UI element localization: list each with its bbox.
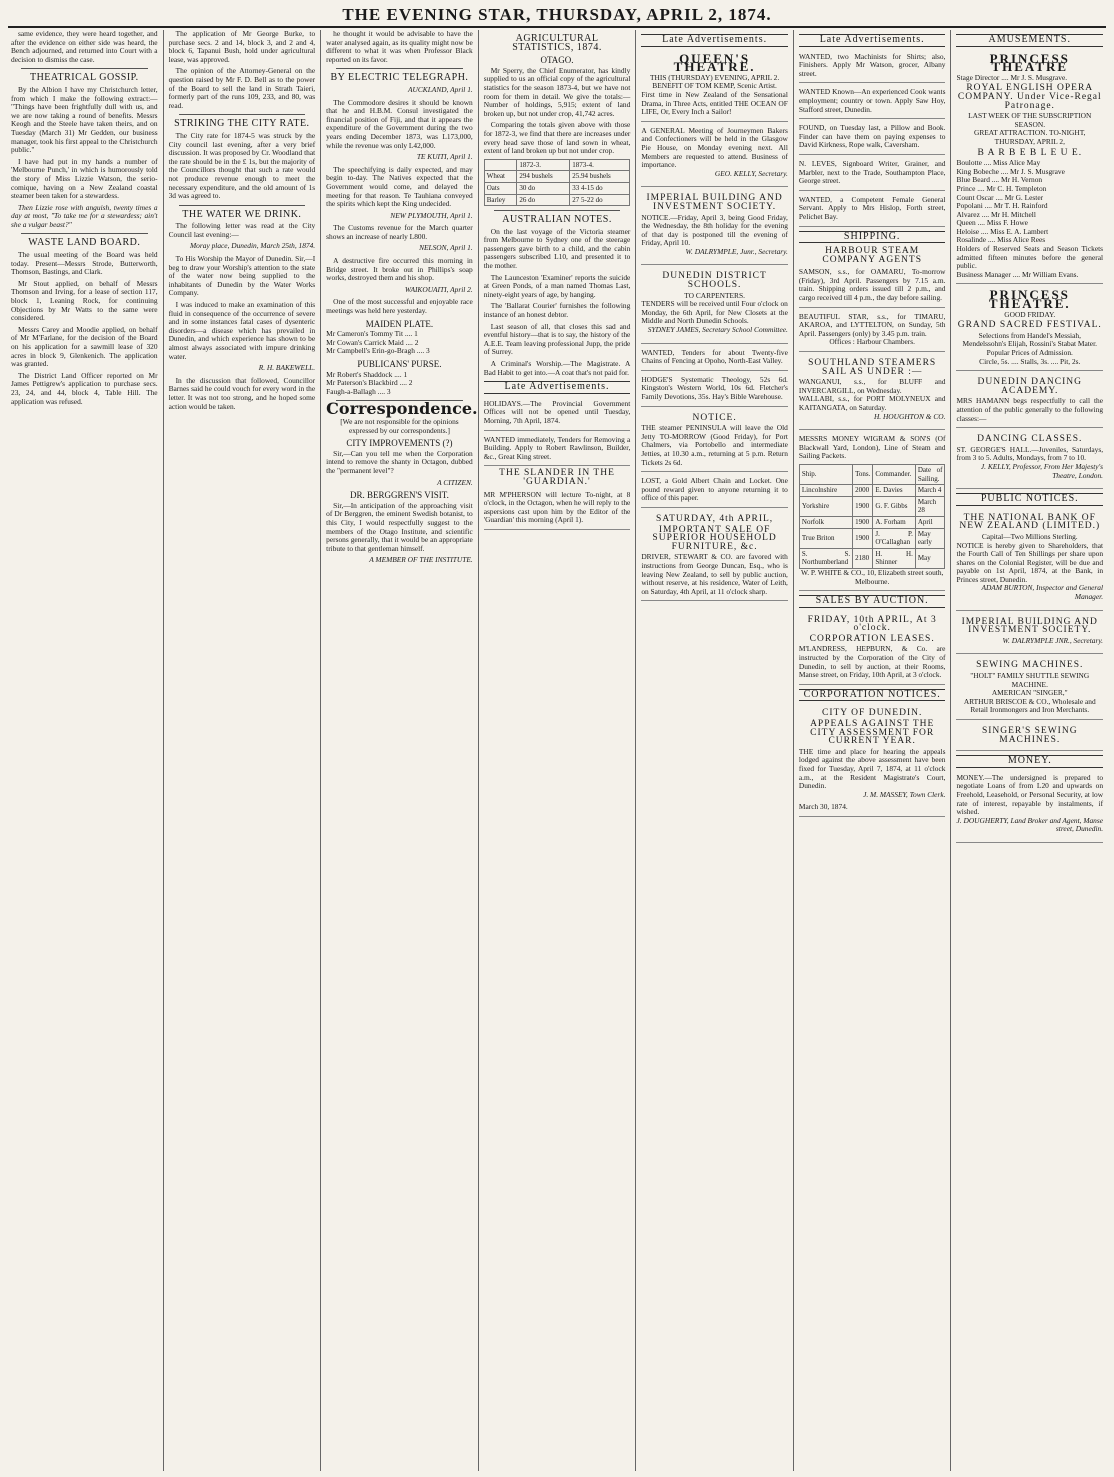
- advertisement: [799, 51, 946, 84]
- paragraph: Last season of all, that closes this sad and eventful history—that is to say, the history of the A.E.E. Team leaving professional Jupp, the pride of Surrey.: [483, 321, 631, 357]
- signature: J. M. MASSEY, Town Clerk.: [863, 789, 946, 799]
- signature: A CITIZEN.: [437, 477, 473, 487]
- table-cell: 2180: [853, 548, 873, 568]
- ad-text: WANTED, two Machinists for Shirts; also, Finishers. Apply Mr Watson, grocer, Albany street.: [798, 51, 946, 78]
- signature: J. DOUGHERTY, Land Broker and Agent, Manse street, Dunedin.: [956, 815, 1104, 834]
- paragraph: The Commodore desires it should be known that he and H.B.M. Consul investigated the financial position of Fiji, and that it appears the expenditure of the Government during the two years ending December 1873, was L173,000, while the revenue was only L42,000.: [326, 97, 473, 150]
- ad-title: SATURDAY, 4th APRIL,: [656, 513, 774, 524]
- advertisement: [799, 158, 946, 191]
- table-row: [799, 485, 945, 497]
- table-cell: 294 bushels: [517, 171, 570, 183]
- ad-text: MR M'PHERSON will lecture To-night, at 8 o'clock, in the Octagon, when he will reply to the aspersions cast upon him by the Editor of the 'Guardian' this morning (April 1).: [483, 489, 631, 525]
- ad-text: THE steamer PENINSULA will leave the Old Jetty TO-MORROW (Good Friday), for Port Chalmers, via Portobello and intermediate Jetties, at 10.30 a.m., returning at 5 p.m. Return Tickets 2s 6d.: [641, 423, 788, 467]
- table-cell: Lincolnshire: [799, 485, 852, 497]
- section-heading: THEATRICAL GOSSIP.: [29, 72, 139, 84]
- table-cell: A. Forham: [873, 516, 916, 528]
- table-cell: Barley: [484, 194, 517, 206]
- column-3: [321, 30, 479, 1471]
- cast-line: Rosalinde .... Miss Alice Rees: [956, 235, 1046, 245]
- column-2: [164, 30, 322, 1471]
- section-heading: THE WATER WE DRINK.: [182, 208, 302, 220]
- advertisement: [484, 434, 631, 467]
- ad-title: PRINCESS THEATRE: [989, 50, 1070, 75]
- advertisement: [956, 287, 1103, 371]
- column-header: Date of Sailing.: [915, 464, 945, 484]
- paragraph: By the Albion I have my Christchurch letter, from which I make the following extract:— "Things have been frightfully dull with us, and we are now taking a round of benefits. Messrs Keogh and the Steele have taken theirs, and on Tuesday (March 31) Mr Gedden, our business manager, took his first appeal to the Christchurch public.": [11, 84, 158, 155]
- ad-line: AMERICAN "SINGER,": [991, 688, 1068, 698]
- paragraph: Sir,—Can you tell me when the Corporation intend to remove the shanty in Octagon, dubbed the "permanent level"?: [326, 448, 473, 475]
- paragraph: A Criminal's Worship.—The Magistrate. A Bad Habit to get into.—A coat that's not paid for.: [483, 359, 631, 377]
- ad-text: A GENERAL Meeting of Journeymen Bakers and Confectioners will be held in the Glasgow Pie House, on Monday evening next. All Members are requested to attend. Business of importance.: [641, 125, 788, 170]
- ad-title: ROYAL ENGLISH OPERA COMPANY. Under Vice-Regal Patronage.: [957, 83, 1102, 111]
- cast-line: Prince .... Mr C. H. Templeton: [956, 183, 1047, 193]
- ad-title: FRIDAY, 10th APRIL, At 3 o'clock.: [807, 614, 937, 634]
- ad-line: Selections from Handel's Messiah, Mendelssohn's Elijah, Rossini's Stabat Mater.: [962, 330, 1097, 349]
- table-cell: 25.94 bushels: [570, 171, 630, 183]
- ad-text: THE time and place for hearing the appeals lodged against the above assessment have been fixed for Tuesday, April 7, 1874, at 11 o'clock a.m., at the Resident Magistrate's Court, Dunedin.: [798, 746, 946, 791]
- correspondence-heading: Correspondence.: [326, 399, 478, 419]
- section-heading: WASTE LAND BOARD.: [28, 237, 141, 249]
- ad-text: ST. GEORGE'S HALL.—Juveniles, Saturdays, from 3 to 5. Adults, Mondays, from 7 to 10.: [956, 444, 1104, 463]
- ad-title: IMPORTANT SALE OF SUPERIOR HOUSEHOLD FURNITURE, &c.: [652, 524, 777, 552]
- paragraph: The following letter was read at the City Council last evening:—: [168, 221, 316, 239]
- ad-text: M'LANDRESS, HEPBURN, & Co. are instructed by the Corporation of the City of Dunedin, to sell by auction, at their Rooms, Manse street, on Friday, 10th April, at 3 o'clock.: [798, 644, 946, 680]
- lead-text: The application of Mr George Burke, to purchase secs. 2 and 14, block 3, and 2 and 4, block 6, Tapanui Bush, hold under agricultural lease, was approved.: [168, 30, 316, 64]
- divider: [21, 233, 148, 234]
- shipping-heading: SHIPPING.: [799, 231, 946, 244]
- divider: [21, 68, 148, 69]
- ad-text: WANTED immediately, Tenders for Removing a Building. Apply to Robert Rawlinson, Builder, &c., Great King street.: [483, 434, 631, 461]
- paragraph: The Customs revenue for the March quarter shows an increase of nearly L800.: [326, 223, 473, 241]
- ad-line: WANGANUI, s.s., for BLUFF and INVERCARGILL, on Wednesday.: [798, 377, 946, 395]
- signature: GEO. KELLY, Secretary.: [714, 168, 788, 178]
- advertisement: [799, 86, 946, 119]
- advertisement: [641, 125, 788, 188]
- ad-subtitle: TO CARPENTERS.: [684, 290, 745, 300]
- table-row: [799, 548, 945, 568]
- amusements-heading: AMUSEMENTS.: [956, 34, 1103, 47]
- ad-title: B A R B E B L E U E.: [977, 147, 1083, 158]
- advertisement: [799, 433, 946, 591]
- paragraph: The City rate for 1874-5 was struck by the City council last evening, after a very brief discussion. It was proposed by Cr. Woodland that the rate should be in the £ 1s, but the majority of the Councillors thought that such a rate would not produce revenue enough to meet the necessary expenditure, and the old amount of 1s 3d was agreed to.: [168, 130, 316, 201]
- late-ads-heading: Late Advertisements.: [799, 34, 946, 47]
- paragraph: The 'Ballarat Courier' furnishes the following instance of an honest debtor.: [483, 301, 631, 320]
- ad-title: THE NATIONAL BANK OF NEW ZEALAND (LIMITED.): [959, 512, 1101, 532]
- advertisement: [956, 657, 1103, 720]
- advertisement: [641, 347, 788, 371]
- table-cell: April: [915, 516, 945, 528]
- signature: R. H. BAKEWELL.: [258, 363, 316, 373]
- ad-text: MONEY.—The undersigned is prepared to negotiate Loans of from L20 and upwards on Freehold, Leasehold, or Personal Security, at low rate of interest, repayable by instalments, if wished.: [956, 772, 1104, 817]
- table-row: [799, 528, 945, 548]
- ad-line: Circle, 5s. .... Stalls, 3s. .... Pit, 2s.: [979, 356, 1081, 366]
- table-cell: Wheat: [484, 171, 517, 183]
- ad-line: Business Manager .... Mr William Evans.: [956, 269, 1079, 279]
- advertisement: [956, 431, 1103, 489]
- ad-line: Offices : Harbour Chambers.: [829, 337, 915, 347]
- masthead: [8, 4, 1106, 28]
- ad-title: QUEEN'S THEATRE.: [673, 50, 756, 75]
- ad-title: GRAND SACRED FESTIVAL.: [957, 320, 1102, 331]
- disclaimer: [We are not responsible for the opinions expressed by our correspondents.]: [340, 416, 459, 435]
- paragraph: Comparing the totals given above with those for 1872-3, we find that there are increases under every head save those of land sown in wheat, extent of land broken up but not under crop.: [483, 120, 631, 156]
- advertisement: [641, 511, 788, 601]
- divider: [179, 114, 306, 115]
- yield-table: [484, 159, 631, 206]
- ad-line: First time in New Zealand of the Sensational Drama, in Three Acts, entitled THE OCEAN OF LIFE, Or, Every Inch a Sailor!: [641, 89, 788, 117]
- column-1: [6, 30, 164, 1471]
- table-cell: J. P. O'Callaghan: [873, 528, 916, 548]
- advertisement: [799, 612, 946, 685]
- paragraph: A destructive fire occurred this morning in Bridge street. It broke out in Phillips's soap works, destroyed them and his shop.: [326, 256, 473, 283]
- table-cell: 30 do: [517, 182, 570, 194]
- advertisement: [956, 510, 1103, 611]
- table-row: [484, 171, 630, 183]
- late-ads-heading: Late Advertisements.: [484, 381, 631, 394]
- advertisement: [484, 489, 631, 530]
- signature: H. HOUGHTON & CO.: [873, 411, 946, 421]
- advertisement: [799, 194, 946, 227]
- ad-title: DUNEDIN DANCING ACADEMY.: [977, 377, 1082, 396]
- ad-title: SOUTHLAND STEAMERS SAIL AS UNDER :—: [808, 358, 937, 377]
- signature: W. DALRYMPLE JNR., Secretary.: [1002, 635, 1104, 645]
- late-ads-heading: Late Advertisements.: [641, 34, 788, 47]
- section-heading: AGRICULTURAL STATISTICS, 1874.: [512, 33, 602, 53]
- table-cell: True Briton: [799, 528, 852, 548]
- advertisement: [641, 410, 788, 473]
- table-cell: May early: [915, 528, 945, 548]
- ad-text: HOLIDAYS.—The Provincial Government Offices will not be opened until Tuesday, Morning, 7th April, 1874.: [483, 398, 631, 425]
- table-cell: 33 4-15 do: [570, 182, 630, 194]
- cast-line: Blue Beard .... Mr H. Vernon: [956, 175, 1043, 185]
- paragraph: To His Worship the Mayor of Dunedin. Sir,—I beg to draw your Worship's attention to the state of the water now being supplied to the inhabitants of Dunedin by the Water Works Company.: [168, 254, 316, 298]
- ad-line: THIS (THURSDAY) EVENING, APRIL 2.: [650, 72, 780, 82]
- column-4: [479, 30, 637, 1471]
- cast-line: Count Oscar .... Mr G. Lester: [956, 192, 1044, 202]
- signature: ADAM BURTON, Inspector and General Manager.: [981, 583, 1104, 602]
- column-5: [636, 30, 794, 1471]
- table-row: [799, 496, 945, 516]
- paragraph: Mr Stout applied, on behalf of Messrs Thomson and Irving, for a lease of section 117, block 1, Leaning Rock, for continuing Objections by Mr Watts to the same were considered.: [11, 278, 158, 323]
- race-entry: Mr Cameron's Tommy Tit .... 1: [326, 329, 418, 339]
- column-7: [951, 30, 1108, 1471]
- dateline: AUCKLAND, April 1.: [407, 84, 473, 94]
- advertisement: [641, 51, 788, 122]
- cast-line: Queen .... Miss F. Howe: [956, 218, 1028, 228]
- advertisement: [799, 122, 946, 155]
- ad-line: Capital—Two Millions Sterling.: [981, 531, 1078, 541]
- section-heading: BY ELECTRIC TELEGRAPH.: [330, 72, 469, 84]
- advertisement: [956, 723, 1103, 751]
- ad-text: MESSRS MONEY WIGRAM & SON'S (Of Blackwall Yard, London), Line of Steam and Sailing Packets.: [798, 434, 946, 461]
- paragraph: One of the most successful and enjoyable race meetings was held here yesterday.: [326, 297, 473, 316]
- paragraph: Messrs Carey and Moodie applied, on behalf of Mr M'Farlane, for the decision of the Board on his application for a sawmill lease of 320 acres in block 9, Glenkenich. The application was granted.: [11, 324, 158, 369]
- paragraph: The opinion of the Attorney-General on the question raised by Mr F. D. Bell as to the power of the Board to sell the land in Strath Taieri, formerly part of the runs 109, 233, and 80, was read.: [168, 66, 316, 110]
- table-header-row: [799, 464, 945, 484]
- paragraph: The District Land Officer reported on Mr James Pettigrew's application to purchase secs. 23, 24, and 44, block 4, Table Hill. The application was refused.: [11, 370, 158, 406]
- paragraph: I have had put in my hands a number of 'Melbourne Punch,' in which is humorously told the story of Miss Lizzie Watson, the serio-comique, having on a New Zealand coastal steamer been taken for a stewardess.: [11, 156, 158, 201]
- table-row: [484, 182, 630, 194]
- ad-line: LAST WEEK OF THE SUBSCRIPTION SEASON.: [968, 111, 1092, 129]
- ad-title: CITY OF DUNEDIN.: [822, 708, 923, 719]
- ad-text: SAMSON, s.s., for OAMARU, To-morrow (Friday), 3rd April. Passengers by 7.15 a.m. train. Shipping orders issued till 2 p.m., and cargo received till 4 p.m., the day before sailing.: [798, 267, 946, 303]
- notices-heading: CORPORATION NOTICES.: [799, 689, 946, 702]
- signature: A MEMBER OF THE INSTITUTE.: [369, 555, 473, 565]
- lead-text: he thought it would be advisable to have the water analysed again, as its quality might now be different to what it was when Professor Black reported on its favor.: [326, 30, 473, 64]
- paragraph: The Launceston 'Examiner' reports the suicide at Green Ponds, of a man named Thomas Last, ninety-eight years of age, by hanging.: [483, 272, 631, 299]
- section-heading: STRIKING THE CITY RATE.: [174, 118, 310, 130]
- table-cell: 1900: [853, 496, 873, 516]
- ad-text: BEAUTIFUL STAR, s.s., for TIMARU, AKAROA, and LYTTELTON, on Sunday, 5th April. Passengers (only) by 3.45 p.m. train.: [798, 311, 946, 338]
- paragraph: The usual meeting of the Board was held today. Present—Messrs Strode, Butterworth, Thomson, Bastings, and Clark.: [11, 250, 158, 277]
- race-results: [326, 320, 473, 397]
- table-cell: March 28: [915, 496, 945, 516]
- ship-table: [799, 464, 946, 569]
- ad-title: IMPERIAL BUILDING AND INVESTMENT SOCIETY.: [646, 193, 783, 212]
- column-6: [794, 30, 952, 1471]
- ad-line: ARTHUR BRISCOE & CO., Wholesale and Retail Ironmongers and Iron Merchants.: [963, 696, 1096, 715]
- table-cell: 1873-4.: [570, 159, 630, 171]
- table-cell: H. H. Shinner: [873, 548, 916, 568]
- table-row: [484, 194, 630, 206]
- dateline: Moray place, Dunedin, March 25th, 1874.: [190, 241, 316, 251]
- table-cell: Yorkshire: [799, 496, 852, 516]
- race-entry: Mr Campbell's Erin-go-Bragh .... 3: [326, 346, 430, 356]
- letter-heading: DR. BERGGREN'S VISIT.: [350, 490, 449, 501]
- ad-text: HODGE'S Systematic Theology, 52s 6d. Kingston's Western World, 10s 6d. Fletcher's Family Devotions, 35s. Hay's Bible Warehouse.: [641, 374, 788, 401]
- paragraph: In the discussion that followed, Councillor Barnes said he could vouch for every word in the letter. It was not too strong, and he hoped some action would be taken.: [168, 375, 316, 411]
- signature: W. DALRYMPLE, Junr., Secretary.: [685, 246, 788, 256]
- page-title: THE EVENING STAR, THURSDAY, APRIL 2, 1874.: [342, 5, 772, 24]
- table-row: [799, 516, 945, 528]
- ad-text: MRS HAMANN begs respectfully to call the attention of the public generally to the following classes:—: [956, 396, 1104, 423]
- subheading: OTAGO.: [540, 55, 574, 66]
- ad-line: Stage Director .... Mr J. S. Musgrave.: [956, 72, 1068, 82]
- letter-heading: CITY IMPROVEMENTS (?): [346, 438, 453, 449]
- dateline: TE KUITI, April 1.: [416, 152, 473, 162]
- race-entry: Mr Paterson's Blackbird .... 2: [326, 378, 413, 388]
- advertisement: [484, 398, 631, 431]
- divider: [179, 205, 306, 206]
- table-cell: 26 do: [517, 194, 570, 206]
- advertisement: [956, 374, 1103, 428]
- advertisement: [956, 51, 1103, 285]
- advertisement: [641, 475, 788, 508]
- public-notices-heading: PUBLIC NOTICES.: [956, 493, 1103, 506]
- race-entry: Mr Cowan's Carrick Maid .... 2: [326, 337, 419, 347]
- table-cell: 27 5-22 do: [570, 194, 630, 206]
- table-cell: March 4: [915, 485, 945, 497]
- table-cell: G. F. Gibbs: [873, 496, 916, 516]
- column-header: Tons.: [853, 464, 873, 484]
- poem: Then Lizzie rose with anguish, twenty times a day at most, "To take me for a stewardess; ain't she a vulgar beast?": [11, 202, 158, 229]
- ad-text: WANTED, a Competent Female General Servant. Apply to Mrs Hislop, Forth street, Pelichet Bay.: [798, 194, 946, 221]
- table-cell: [484, 159, 517, 171]
- table-row: [484, 159, 630, 171]
- columns: [6, 30, 1108, 1471]
- ad-title: DUNEDIN DISTRICT SCHOOLS.: [662, 271, 767, 291]
- cast-line: Boulotte .... Miss Alice May: [956, 158, 1041, 168]
- race-name: PUBLICANS' PURSE.: [357, 359, 442, 369]
- ad-text: TENDERS will be received until Four o'clock on Monday, the 6th April, for New Closets at the Middle and North Dunedin Schools.: [641, 299, 788, 326]
- section-heading: AUSTRALIAN NOTES.: [502, 214, 612, 226]
- ad-title: SINGER'S SEWING MACHINES.: [981, 726, 1078, 745]
- dateline: NEW PLYMOUTH, April 1.: [390, 210, 473, 220]
- table-cell: 2000: [853, 485, 873, 497]
- ad-title: PRINCESS THEATRE.: [988, 287, 1071, 312]
- cast-line: Alvarez .... Mr H. Mitchell: [956, 209, 1036, 219]
- ad-title: CORPORATION LEASES.: [809, 633, 935, 644]
- ad-title: APPEALS AGAINST THE CITY ASSESSMENT FOR CURRENT YEAR.: [810, 719, 935, 747]
- advertisement: [956, 772, 1103, 843]
- ad-text: DRIVER, STEWART & CO. are favored with instructions from George Duncan, Esq., who is leaving New Zealand, to sell by public auction, without reserve, at his residence, Water of Leith, on Saturday, 4th April, at 11 o'clock sharp.: [641, 552, 788, 596]
- ad-line: Popular Prices of Admission.: [986, 348, 1073, 357]
- ad-date: March 30, 1874.: [798, 802, 848, 812]
- ad-title: NOTICE.: [692, 412, 737, 423]
- ad-title: HARBOUR STEAM COMPANY AGENTS: [822, 246, 922, 265]
- advertisement: [641, 190, 788, 265]
- paragraph: Mr Sperry, the Chief Enumerator, has kindly supplied to us an official copy of the agricultural statistics for the season 1873-4, but we have not room for them in detail. We give the totals:—Number of holdings, 5,915; extent of land broken up, but not under crop, 41,742 acres.: [483, 65, 631, 118]
- ad-line: BENEFIT OF TOM KEMP, Scenic Artist.: [652, 81, 777, 91]
- ad-text: NOTICE.—Friday, April 3, being Good Friday, the Wednesday, the 8th holiday for the evening of that day is postponed till the evening of Friday, April 10.: [641, 212, 788, 248]
- ad-title: IMPERIAL BUILDING AND INVESTMENT SOCIETY.: [961, 616, 1098, 636]
- ad-text: LOST, a Gold Albert Chain and Locket. One pound reward given to anyone returning it to office of this paper.: [641, 476, 788, 503]
- signature: J. KELLY, Professor, From Her Majesty's Theatre, London.: [980, 461, 1104, 480]
- ad-line: GREAT ATTRACTION. TO-NIGHT, THURSDAY, APRIL 2,: [973, 128, 1086, 146]
- ad-line: W. P. WHITE & CO., 10, Elizabeth street south, Melbourne.: [800, 567, 944, 586]
- ad-text: NOTICE is hereby given to Shareholders, that the Fourth Call of Ten Shillings per share upon shares on the Colonial Register, will be due and payable on 1st April, 1874, at the Bank, in Princes street, Dunedin.: [956, 540, 1104, 584]
- table-cell: S. S. Northumberland: [799, 548, 852, 568]
- advertisement: [799, 705, 946, 817]
- advertisement: [799, 355, 946, 430]
- money-heading: MONEY.: [956, 755, 1103, 768]
- table-cell: E. Davies: [873, 485, 916, 497]
- cast-line: Popolani .... Mr T. H. Rainford: [956, 201, 1048, 211]
- column-header: Ship.: [799, 464, 852, 484]
- cast-line: King Bobeche .... Mr J. S. Musgrave: [956, 166, 1065, 176]
- ad-title: DANCING CLASSES.: [977, 434, 1083, 445]
- ad-text: WANTED, Tenders for about Twenty-five Chains of Fencing at Opoho, North-East Valley.: [641, 347, 788, 366]
- paragraph: I was induced to make an examination of this fluid in consequence of the occurrence of severe and in some instances fatal cases of dysenteric disorders—a disease which has prevailed in Dunedin, and which experience has shown to be almost always associated with impure drinking water.: [168, 300, 316, 361]
- race-name: MAIDEN PLATE.: [365, 318, 434, 329]
- race-entry: Mr Robert's Shaddock .... 1: [326, 369, 408, 379]
- ad-title: THE SLANDER IN THE 'GUARDIAN.': [499, 468, 615, 487]
- divider: [336, 68, 463, 69]
- sales-heading: SALES BY AUCTION.: [799, 595, 946, 608]
- lead-text: same evidence, they were heard together, and after the evidence on either side was heard, the Bench adjourned, and returned into Court with a decision to dismiss the case.: [11, 30, 158, 64]
- ad-line: "HOLT" FAMILY SHUTTLE SEWING MACHINE.: [970, 671, 1090, 689]
- table-cell: May: [915, 548, 945, 568]
- race-entry: Faugh-a-Ballagh .... 3: [326, 386, 391, 396]
- dateline: NELSON, April 1.: [419, 243, 473, 253]
- paragraph: Sir,—In anticipation of the approaching visit of Dr Berggren, the eminent Swedish botanist, to this City, I would respectfully suggest to the members of the Otago Institute, and scientific persons generally, that it would be an appropriate tribute to that gentleman himself.: [326, 500, 473, 553]
- paragraph: The speechifying is daily expected, and may begin to-day. The Natives expected that the Government would come, and delayed the meeting for that reason. Te Tauhiana conveyed the spirits which kept the King undecided.: [326, 164, 473, 209]
- paragraph: On the last voyage of the Victoria steamer from Melbourne to Sydney one of the steerage passengers gave birth to a child, and the cabin passengers subscribed L10, and presented it to the mother.: [483, 226, 631, 271]
- ad-line: Holders of Reserved Seats and Season Tickets admitted fifteen minutes before the general public.: [956, 244, 1104, 271]
- table-cell: 1872-3.: [517, 159, 570, 171]
- cast-line: Heloise .... Miss E. A. Lambert: [956, 226, 1049, 236]
- advertisement: [799, 311, 946, 352]
- ad-title: SEWING MACHINES.: [976, 660, 1084, 671]
- table-cell: 1900: [853, 516, 873, 528]
- ad-text: N. LEVES, Signboard Writer, Grainer, and Marbler, next to the Trade, Southampton Place, George street.: [798, 158, 946, 186]
- column-header: Commander.: [873, 464, 916, 484]
- ad-line: WALLABI, s.s., for PORT MOLYNEUX and KAITANGATA, on Saturday.: [798, 394, 946, 412]
- signature: SYDNEY JAMES, Secretary School Committee.: [647, 325, 788, 335]
- advertisement: [956, 614, 1103, 655]
- advertisement: [641, 374, 788, 407]
- divider: [494, 210, 621, 211]
- ad-text: WANTED Known—An experienced Cook wants employment; country or town. Apply Saw Hoy, Stafford street, Dunedin.: [798, 87, 946, 114]
- table-cell: 1900: [853, 528, 873, 548]
- advertisement: [641, 268, 788, 343]
- ad-line: GOOD FRIDAY.: [1004, 309, 1056, 319]
- table-cell: Oats: [484, 182, 517, 194]
- table-cell: Norfolk: [799, 516, 852, 528]
- dateline: WAIKOUAITI, April 2.: [404, 284, 473, 294]
- ad-text: FOUND, on Tuesday last, a Pillow and Book. Finder can have them on paying expenses to David Kirkness, Rope walk, Caversham.: [798, 123, 946, 150]
- advertisement: [799, 266, 946, 307]
